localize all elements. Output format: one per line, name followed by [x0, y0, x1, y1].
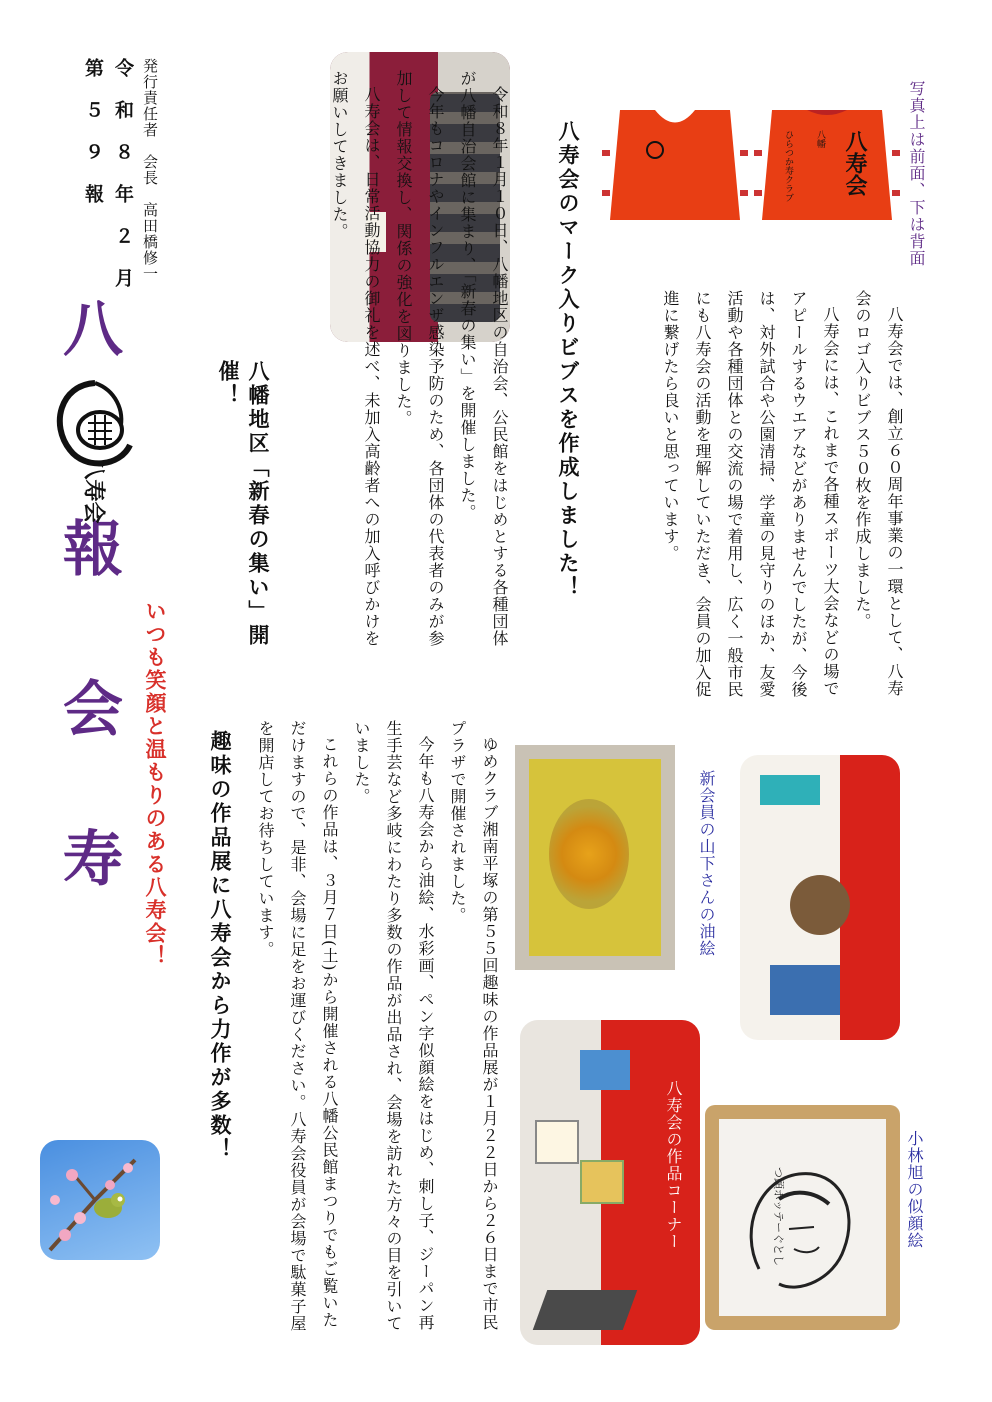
- bib-back-image: [752, 90, 902, 240]
- plum-bird-photo: [40, 1140, 160, 1260]
- bibs-body: [595, 290, 910, 700]
- bib-front-image: [600, 90, 750, 240]
- logo-text: 八寿会: [80, 457, 107, 524]
- exhibit-para-2: 今年も八寿会から油絵、水彩画、ペン字似顔絵をはじめ、刺し子、ジーパン再生手芸など多岐にわたり多数の作品が出品され、会場を訪れた方々の目を引いていました。: [352, 720, 435, 1332]
- title-char-3: 会: [63, 675, 123, 745]
- bibs-para-1: 八寿会では、創立６０周年事業の一環として、八寿会のロゴ入りビブス５０枚を作成しました。: [853, 290, 904, 697]
- masthead-subtitle: いつも笑顔と温もりのある八寿会！: [143, 600, 167, 968]
- title-char-2: 寿: [63, 825, 123, 895]
- bib-back-small-text: ひらつか寿クラブ: [783, 130, 793, 202]
- portrait-caption: 小林旭の似顔絵: [905, 1130, 924, 1249]
- title-char-1: 八: [63, 295, 123, 365]
- bib-back-mid-text: 八幡: [815, 130, 825, 148]
- exhibit-para-3: これらの作品は、３月７日(土)から開催される八幡公民館まつりでもご覧いただけますので、是非、会場に足をお運びください。八寿会役員が会場で駄菓子屋を開店してお待ちしています。: [256, 720, 339, 1332]
- oil-painting-photo: [510, 740, 685, 980]
- club-logo: [40, 375, 150, 524]
- bibs-para-2: 八寿会には、これまで各種スポーツ大会などの場でアピールするウエアなどがありませんでしたが、今後は、対外試合や公園清掃、学童の見守りのほか、友愛活動や各種団体との交流の場で着用し、広く一般市民にも八寿会の活動を理解していただき、会員の加入促進に繋げたら良いと思っています。: [661, 290, 840, 698]
- exhibit-body: [250, 720, 505, 1340]
- bibs-caption: 写真上は前面、下は背面: [907, 80, 926, 267]
- oil-caption: 新会員の山下さんの油絵: [697, 770, 716, 957]
- publisher: 発行責任者 会長 高田橋修一: [141, 58, 159, 282]
- sketch-signature: つ頭ホッテーぐとし: [772, 1167, 785, 1266]
- portrait-sketch-photo: [705, 1105, 900, 1330]
- new-year-headline: 八幡地区「新春の集い」開催！: [216, 360, 270, 648]
- exhibit-para-1: ゆめクラブ湘南平塚の第５５回趣味の作品展が１月２２日から２６日まで市民プラザで開催されました。: [448, 720, 499, 1331]
- exhibit-headline: 趣味の作品展に八寿会から力作が多数！: [208, 730, 232, 1162]
- bib-back-main-text: 八寿会: [842, 130, 868, 196]
- display-table-photo: [740, 755, 900, 1040]
- title-char-4: 報: [63, 515, 123, 585]
- new-year-para-2: 今年もコロナやインフルエンザ感染予防のため、各団体の代表者のみが参加して情報交換し、関係の強化を図りました。: [394, 70, 445, 647]
- issue-date: 令 和 ８ 年 ２ 月: [112, 58, 134, 289]
- new-year-body: [250, 70, 515, 660]
- work-corner-caption: 八寿会の作品コーナー: [664, 1080, 683, 1250]
- new-year-para-3: 八寿会は、日常活動協力の御礼を述べ、未加入高齢者への加入呼びかけをお願いしてきました。: [330, 70, 381, 647]
- issue-number: 第 ５ ９ 報: [82, 58, 104, 205]
- bibs-headline: 八寿会のマーク入りビブスを作成しました！: [556, 120, 580, 600]
- new-year-para-1: 令和８年１月１０日、八幡地区の自治会、公民館をはじめとする各種団体が八幡自治会館に集まり、「新春の集い」を開催しました。: [458, 70, 509, 647]
